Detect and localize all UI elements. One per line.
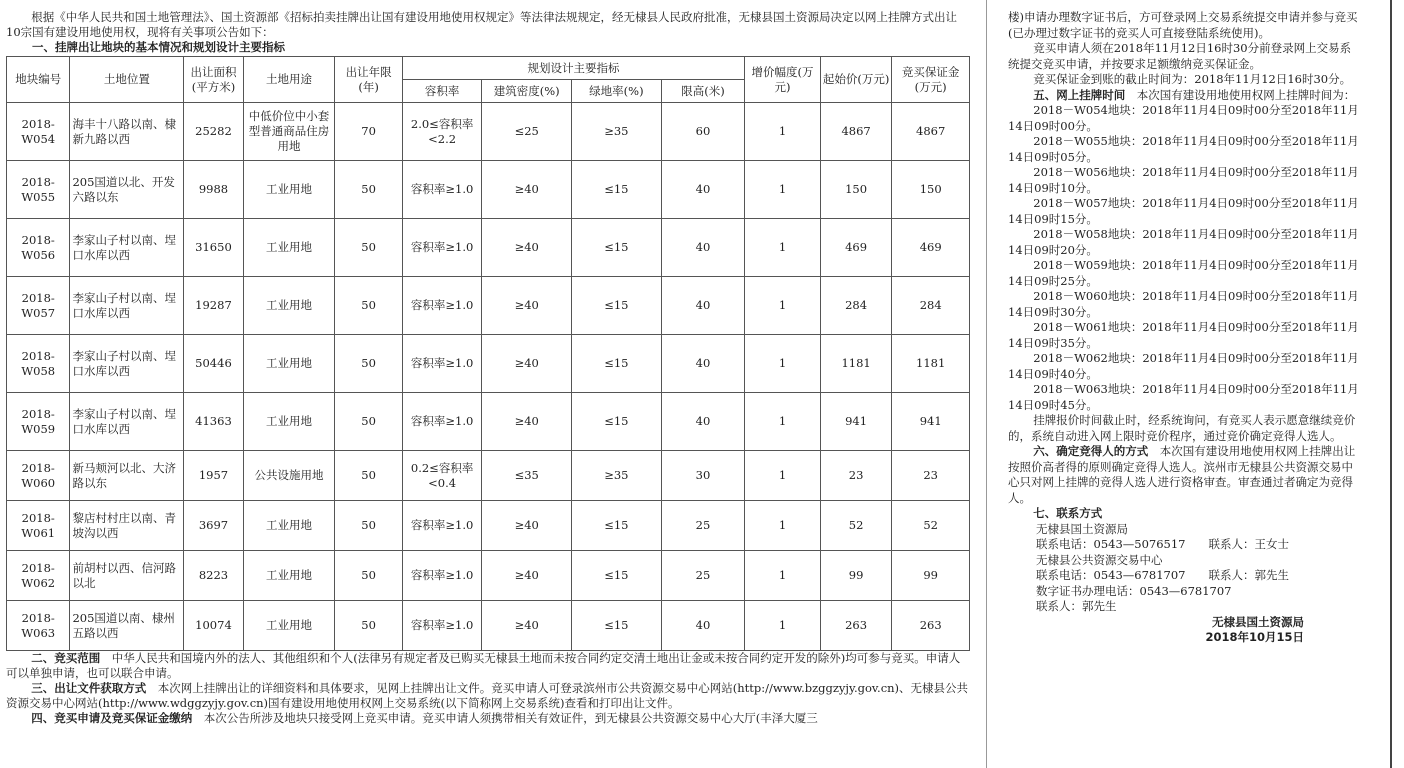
cell-green: ≥35 [572, 451, 662, 501]
contact-line: 联系人：郭先生 [1036, 599, 1117, 613]
th-green: 绿地率(%) [572, 80, 662, 103]
table-row [7, 277, 970, 335]
contact-line: 联系电话：0543—5076517 联系人：王女士 [1036, 537, 1289, 551]
cell-deposit: 1181 [892, 335, 970, 393]
cell-far: 0.2≤容积率<0.4 [402, 451, 482, 501]
cell-deposit: 23 [892, 451, 970, 501]
cell-parcel-no: 2018-W059 [7, 393, 70, 451]
cell-parcel-no: 2018-W061 [7, 501, 70, 551]
intro-paragraph: 根据《中华人民共和国土地管理法》、国土资源部《招标拍卖挂牌出让国有建设用地使用权规定》等法律法规规定，经无棣县人民政府批准，无棣县国土资源局决定以网上挂牌方式出让10宗国有建设用地使用权，现将有关事项公告如下： [6, 10, 958, 39]
cell-location: 新马颊河以北、大济路以东 [70, 451, 184, 501]
cell-location: 前胡村以西、信河路以北 [70, 551, 184, 601]
cell-start-price: 284 [820, 277, 892, 335]
section5-text: 本次国有建设用地使用权网上挂牌时间为： [1136, 87, 1356, 102]
cell-increment: 1 [745, 219, 821, 277]
cell-location: 李家山子村以南、埕口水库以西 [70, 335, 184, 393]
th-parcel-no: 地块编号 [7, 57, 70, 103]
cell-density: ≥40 [482, 161, 572, 219]
cell-density: ≤35 [482, 451, 572, 501]
cell-density: ≥40 [482, 393, 572, 451]
cell-area: 9988 [184, 161, 243, 219]
cell-height: 40 [661, 219, 745, 277]
section4-title: 四、竞买申请及竞买保证金缴纳 [31, 711, 193, 725]
contact-line: 无棣县国土资源局 [1036, 521, 1128, 536]
cell-use: 工业用地 [243, 601, 335, 651]
cell-parcel-no: 2018-W057 [7, 277, 70, 335]
cell-height: 40 [661, 601, 745, 651]
cell-use: 工业用地 [243, 335, 335, 393]
cell-term: 50 [335, 219, 402, 277]
cell-deposit: 284 [892, 277, 970, 335]
cell-location: 205国道以南、棣州五路以西 [70, 601, 184, 651]
cell-term: 50 [335, 161, 402, 219]
cell-height: 40 [661, 277, 745, 335]
cell-height: 60 [661, 103, 745, 161]
table-row [7, 393, 970, 451]
listing-time-item: 2018－W058地块：2018年11月4日09时00分至2018年11月14日09时20分。 [1008, 227, 1359, 257]
cell-deposit: 4867 [892, 103, 970, 161]
th-location: 土地位置 [70, 57, 184, 103]
cell-deposit: 941 [892, 393, 970, 451]
table-row [7, 601, 970, 651]
section2-title: 二、竞买范围 [31, 651, 101, 665]
table-row [7, 501, 970, 551]
cell-green: ≤15 [572, 551, 662, 601]
section3 [6, 681, 970, 711]
cell-start-price: 150 [820, 161, 892, 219]
cell-term: 50 [335, 277, 402, 335]
cell-deposit: 469 [892, 219, 970, 277]
cell-location: 205国道以北、开发六路以东 [70, 161, 184, 219]
cell-increment: 1 [745, 601, 821, 651]
cell-use: 工业用地 [243, 551, 335, 601]
table-row [7, 451, 970, 501]
cell-area: 3697 [184, 501, 243, 551]
cell-density: ≥40 [482, 551, 572, 601]
section6-text: 本次国有建设用地使用权网上挂牌出让按照价高者得的原则确定竞得人选人。滨州市无棣县公共资源交易中心只对网上挂牌的竞得人选人进行资格审查。审查通过者确定为竞得人。 [1008, 444, 1356, 505]
cell-parcel-no: 2018-W055 [7, 161, 70, 219]
cell-area: 8223 [184, 551, 243, 601]
right-column [1008, 10, 1360, 646]
listing-times [1008, 103, 1360, 413]
section7-title: 七、联系方式 [1033, 506, 1103, 520]
cell-increment: 1 [745, 501, 821, 551]
cell-density: ≤25 [482, 103, 572, 161]
cell-density: ≥40 [482, 277, 572, 335]
section4-text: 本次公告所涉及地块只接受网上竞买申请。竞买申请人须携带相关有效证件，到无棣县公共资源交易中心大厅(丰泽大厦三 [203, 711, 818, 725]
cell-parcel-no: 2018-W060 [7, 451, 70, 501]
cell-location: 李家山子村以南、埕口水库以西 [70, 393, 184, 451]
contact-line: 无棣县公共资源交易中心 [1036, 552, 1163, 567]
cell-area: 19287 [184, 277, 243, 335]
section4 [6, 711, 970, 726]
cell-green: ≤15 [572, 161, 662, 219]
th-area: 出让面积(平方米) [184, 57, 243, 103]
section1-title: 一、挂牌出让地块的基本情况和规划设计主要指标 [32, 40, 285, 54]
cell-use: 工业用地 [243, 161, 335, 219]
cell-use: 工业用地 [243, 501, 335, 551]
column-divider [986, 0, 987, 768]
cell-area: 25282 [184, 103, 243, 161]
cell-increment: 1 [745, 277, 821, 335]
cell-green: ≤15 [572, 601, 662, 651]
listing-time-item: 2018－W056地块：2018年11月4日09时00分至2018年11月14日09时10分。 [1008, 165, 1359, 195]
cell-deposit: 52 [892, 501, 970, 551]
right-p4: 挂牌报价时间截止时，经系统询问，有竞买人表示愿意继续竞价的，系统自动进入网上限时竞价程序，通过竞价确定竞得人选人。 [1008, 413, 1356, 443]
signature-date: 2018年10月15日 [1205, 630, 1304, 644]
table-row [7, 335, 970, 393]
cell-height: 40 [661, 161, 745, 219]
th-planning: 规划设计主要指标 [402, 57, 744, 80]
cell-parcel-no: 2018-W063 [7, 601, 70, 651]
listing-time-item: 2018－W054地块：2018年11月4日09时00分至2018年11月14日09时00分。 [1008, 103, 1359, 133]
cell-use: 中低价位中小套型普通商品住房用地 [243, 103, 335, 161]
cell-height: 25 [661, 551, 745, 601]
cell-term: 70 [335, 103, 402, 161]
contact-line: 数字证书办理电话：0543—6781707 [1036, 583, 1232, 598]
right-p1: 楼)申请办理数字证书后，方可登录网上交易系统提交申请并参与竞买(已办理过数字证书的竞买人可直接登陆系统使用)。 [1008, 10, 1358, 40]
table-row [7, 551, 970, 601]
cell-parcel-no: 2018-W058 [7, 335, 70, 393]
cell-far: 容积率≥1.0 [402, 601, 482, 651]
cell-term: 50 [335, 551, 402, 601]
listing-time-item: 2018－W059地块：2018年11月4日09时00分至2018年11月14日09时25分。 [1008, 258, 1359, 288]
cell-term: 50 [335, 451, 402, 501]
cell-far: 2.0≤容积率<2.2 [402, 103, 482, 161]
cell-area: 50446 [184, 335, 243, 393]
cell-green: ≤15 [572, 393, 662, 451]
table-row [7, 161, 970, 219]
cell-density: ≥40 [482, 335, 572, 393]
th-increment: 增价幅度(万元) [745, 57, 821, 103]
cell-start-price: 469 [820, 219, 892, 277]
cell-density: ≥40 [482, 219, 572, 277]
listing-time-item: 2018－W061地块：2018年11月4日09时00分至2018年11月14日09时35分。 [1008, 320, 1359, 350]
th-start-price: 起始价(万元) [820, 57, 892, 103]
section5-title: 五、网上挂牌时间 [1033, 87, 1126, 102]
cell-height: 40 [661, 335, 745, 393]
cell-height: 40 [661, 393, 745, 451]
table-row [7, 103, 970, 161]
cell-far: 容积率≥1.0 [402, 501, 482, 551]
cell-increment: 1 [745, 103, 821, 161]
cell-start-price: 23 [820, 451, 892, 501]
cell-location: 黎店村村庄以南、青坡沟以西 [70, 501, 184, 551]
table-row [7, 219, 970, 277]
listing-time-item: 2018－W057地块：2018年11月4日09时00分至2018年11月14日09时15分。 [1008, 196, 1359, 226]
listing-time-item: 2018－W060地块：2018年11月4日09时00分至2018年11月14日09时30分。 [1008, 289, 1359, 319]
cell-area: 1957 [184, 451, 243, 501]
cell-density: ≥40 [482, 501, 572, 551]
cell-term: 50 [335, 501, 402, 551]
listing-time-item: 2018－W063地块：2018年11月4日09时00分至2018年11月14日09时45分。 [1008, 382, 1359, 412]
cell-increment: 1 [745, 335, 821, 393]
section6-title: 六、确定竞得人的方式 [1033, 444, 1149, 458]
cell-increment: 1 [745, 451, 821, 501]
cell-term: 50 [335, 393, 402, 451]
land-parcel-table [6, 56, 970, 651]
cell-increment: 1 [745, 161, 821, 219]
section2 [6, 651, 970, 681]
cell-far: 容积率≥1.0 [402, 161, 482, 219]
cell-term: 50 [335, 335, 402, 393]
cell-area: 31650 [184, 219, 243, 277]
cell-location: 李家山子村以南、埕口水库以西 [70, 219, 184, 277]
cell-far: 容积率≥1.0 [402, 551, 482, 601]
section6 [1008, 444, 1360, 506]
cell-area: 10074 [184, 601, 243, 651]
section3-title: 三、出让文件获取方式 [31, 681, 147, 695]
right-p3: 竞买保证金到账的截止时间为：2018年11月12日16时30分。 [1033, 72, 1352, 86]
cell-parcel-no: 2018-W056 [7, 219, 70, 277]
th-term: 出让年限(年) [335, 57, 402, 103]
cell-far: 容积率≥1.0 [402, 335, 482, 393]
cell-use: 工业用地 [243, 393, 335, 451]
cell-use: 工业用地 [243, 277, 335, 335]
cell-term: 50 [335, 601, 402, 651]
cell-height: 30 [661, 451, 745, 501]
cell-height: 25 [661, 501, 745, 551]
page-border [1390, 0, 1392, 768]
th-height: 限高(米) [661, 80, 745, 103]
section3-text: 本次网上挂牌出让的详细资料和具体要求，见网上挂牌出让文件。竞买申请人可登录滨州市公共资源交易中心网站(http://www.bzggzyjy.gov.cn)、无棣县公共资源交易中心网站(http://www.wdggzyjy.gov.cn)国有建设用地使用权网上交易系统(以下简称网上交易系统)查看和打印出让文件。 [6, 681, 969, 710]
cell-location: 李家山子村以南、埕口水库以西 [70, 277, 184, 335]
listing-time-item: 2018－W062地块：2018年11月4日09时00分至2018年11月14日09时40分。 [1008, 351, 1359, 381]
cell-green: ≤15 [572, 277, 662, 335]
cell-deposit: 150 [892, 161, 970, 219]
cell-green: ≤15 [572, 501, 662, 551]
signature-org: 无棣县国土资源局 [1212, 614, 1304, 629]
cell-parcel-no: 2018-W062 [7, 551, 70, 601]
cell-parcel-no: 2018-W054 [7, 103, 70, 161]
cell-use: 工业用地 [243, 219, 335, 277]
cell-start-price: 941 [820, 393, 892, 451]
cell-start-price: 99 [820, 551, 892, 601]
contact-info [1008, 522, 1360, 615]
cell-location: 海丰十八路以南、棣新九路以西 [70, 103, 184, 161]
right-p2: 竞买申请人须在2018年11月12日16时30分前登录网上交易系统提交竞买申请，并按要求足额缴纳竞买保证金。 [1008, 41, 1352, 71]
cell-start-price: 4867 [820, 103, 892, 161]
cell-far: 容积率≥1.0 [402, 219, 482, 277]
cell-far: 容积率≥1.0 [402, 393, 482, 451]
left-column [6, 10, 970, 726]
th-density: 建筑密度(%) [482, 80, 572, 103]
cell-green: ≤15 [572, 335, 662, 393]
cell-use: 公共设施用地 [243, 451, 335, 501]
cell-start-price: 263 [820, 601, 892, 651]
contact-line: 联系电话：0543—6781707 联系人：郭先生 [1036, 568, 1289, 582]
cell-deposit: 99 [892, 551, 970, 601]
cell-far: 容积率≥1.0 [402, 277, 482, 335]
th-far: 容积率 [402, 80, 482, 103]
cell-deposit: 263 [892, 601, 970, 651]
cell-increment: 1 [745, 393, 821, 451]
th-deposit: 竞买保证金(万元) [892, 57, 970, 103]
cell-density: ≥40 [482, 601, 572, 651]
cell-green: ≥35 [572, 103, 662, 161]
cell-area: 41363 [184, 393, 243, 451]
cell-start-price: 52 [820, 501, 892, 551]
cell-green: ≤15 [572, 219, 662, 277]
section5 [1008, 88, 1360, 104]
listing-time-item: 2018－W055地块：2018年11月4日09时00分至2018年11月14日09时05分。 [1008, 134, 1359, 164]
section2-text: 中华人民共和国境内外的法人、其他组织和个人(法律另有规定者及已购买无棣县土地而未按合同约定交清土地出让金或未按合同约定开发的除外)均可参与竞买。申请人可以单独申请，也可以联合申请。 [6, 651, 961, 680]
cell-start-price: 1181 [820, 335, 892, 393]
th-use: 土地用途 [243, 57, 335, 103]
cell-increment: 1 [745, 551, 821, 601]
